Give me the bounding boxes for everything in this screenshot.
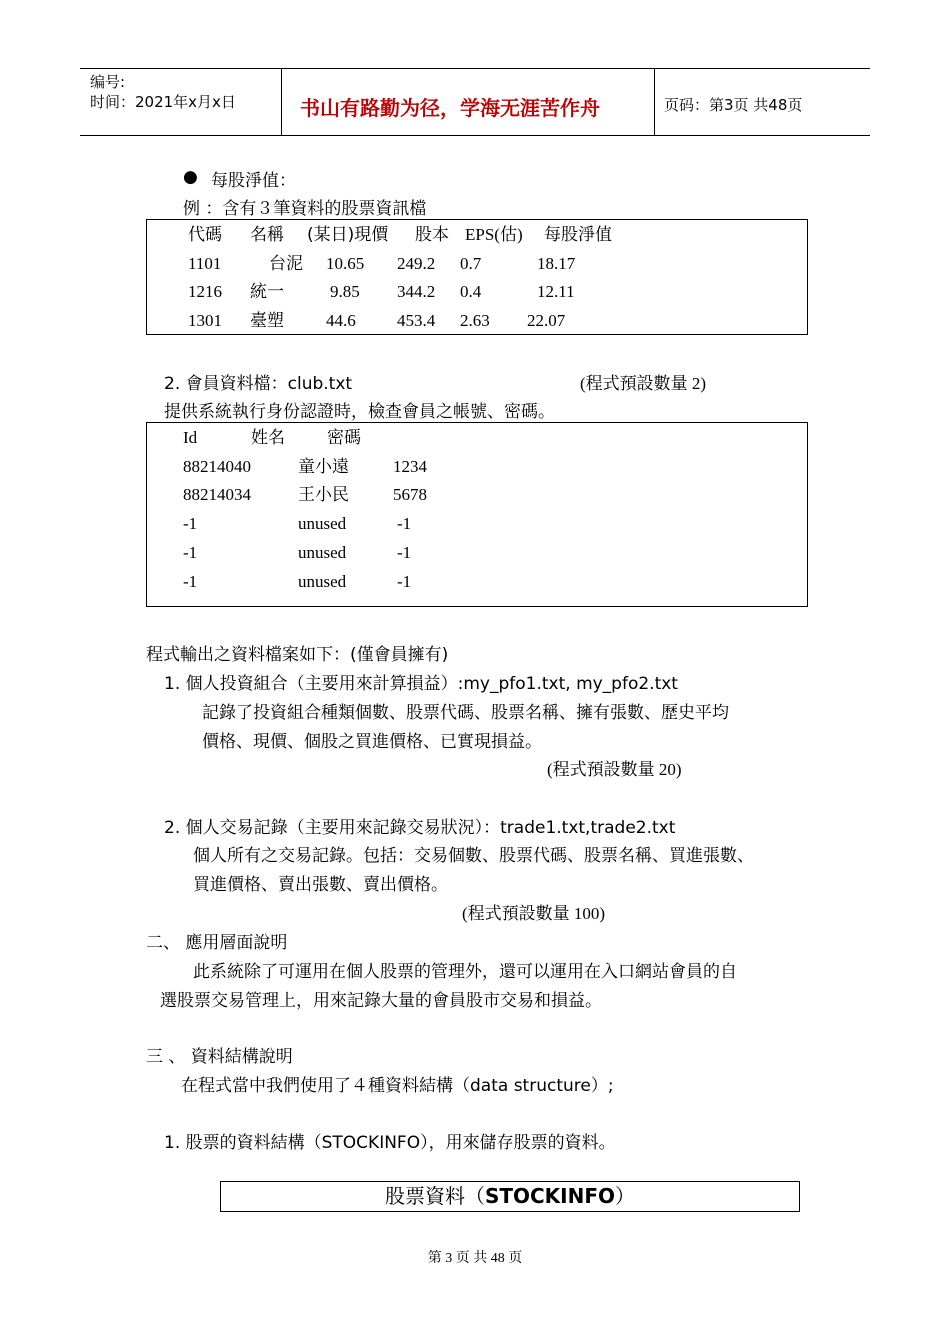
stockinfo-title-bold: STOCKINFO [484, 1184, 616, 1208]
header-motto: 书山有路勤为径，学海无涯苦作舟 [300, 96, 600, 120]
section3-para: 在程式當中我們使用了４種資料結構（data structure）; [181, 1076, 614, 1096]
col-netvalue-header: 每股淨值 [544, 225, 612, 245]
member-table [146, 422, 808, 607]
output-item1-desc1: 記錄了投資組合種類個數、股票代碼、股票名稱、擁有張數、歷史平均 [202, 703, 729, 723]
table-row: -1 unused -1 [183, 543, 412, 562]
table-row: 1216 統一 9.85 344.2 0.4 12.11 [188, 282, 575, 302]
header-bottom-rule [80, 135, 870, 136]
member-file-title: 2. 會員資料檔：club.txt [164, 374, 353, 394]
col-id-header: Id [183, 428, 198, 447]
section2-title: 二、 應用層面說明 [146, 933, 288, 953]
header-divider-left [281, 68, 282, 136]
header-top-rule [80, 68, 870, 69]
output-item1-desc2: 價格、現價、個股之買進價格、已實現損益。 [202, 732, 542, 752]
section3-title: 三 、 資料結構說明 [146, 1047, 293, 1067]
stock-table [146, 219, 808, 335]
table-row: 88214034 王小民 5678 [183, 485, 427, 505]
member-table-header-row [147, 424, 807, 452]
col-code-header: 代碼 [188, 225, 222, 245]
stock-table-header-row [147, 221, 807, 249]
table-row: -1 unused -1 [183, 572, 412, 591]
footer-page-number: 第 3 页 共 48 页 [427, 1251, 523, 1266]
col-capital-header: 股本 [415, 225, 449, 245]
example-label: 例 ：含有３筆資料的股票資訊檔 [183, 199, 427, 219]
col-price-header: (某日)現價 [307, 225, 389, 245]
output-item2-title: 2. 個人交易記錄（主要用來記錄交易狀況）：trade1.txt,trade2.txt [164, 818, 676, 838]
stockinfo-title-suffix: ） [615, 1184, 636, 1208]
output-item1-title: 1. 個人投資組合（主要用來計算損益）:my_pfo1.txt, my_pfo2.txt [164, 674, 678, 694]
table-row: 88214040 童小遠 1234 [183, 457, 427, 477]
stockinfo-title-box [220, 1181, 800, 1212]
header-time-label: 时间：2021年x月x日 [90, 93, 236, 111]
member-file-desc: 提供系統執行身份認證時，檢查會員之帳號、密碼。 [164, 402, 555, 422]
stockinfo-title-prefix: 股票資料（ [384, 1184, 485, 1208]
output-intro: 程式輸出之資料檔案如下：(僅會員擁有) [146, 645, 449, 665]
header-page-label: 页码：第3页 共48页 [664, 96, 803, 114]
output-item2-default: (程式預設數量 100) [462, 904, 606, 923]
output-item2-desc1: 個人所有之交易記錄。包括：交易個數、股票代碼、股票名稱、買進張數、 [193, 846, 754, 866]
section2-para1: 此系統除了可運用在個人股票的管理外，還可以運用在入口網站會員的自 [193, 962, 737, 982]
member-file-default: (程式預設數量 2) [580, 374, 707, 393]
table-row: 1301 臺塑 44.6 453.4 2.63 22.07 [188, 311, 566, 331]
col-member-name-header: 姓名 [251, 428, 285, 448]
header-divider-right [654, 68, 655, 136]
section3-item1: 1. 股票的資料結構（STOCKINFO），用來儲存股票的資料。 [164, 1133, 616, 1153]
section2-para2: 選股票交易管理上，用來記錄大量的會員股市交易和損益。 [160, 991, 602, 1011]
col-eps-header: EPS(估) [465, 225, 523, 244]
output-item1-default: (程式預設數量 20) [547, 760, 682, 779]
table-row: -1 unused -1 [183, 514, 412, 533]
bullet: ● [183, 167, 198, 187]
section-title-net-value: 每股淨值： [211, 171, 296, 191]
col-password-header: 密碼 [327, 428, 361, 448]
header-number-label: 编号: [90, 73, 126, 91]
table-row: 1101 台泥 10.65 249.2 0.7 18.17 [188, 254, 576, 274]
col-name-header: 名稱 [250, 225, 284, 245]
output-item2-desc2: 買進價格、賣出張數、賣出價格。 [193, 875, 448, 895]
